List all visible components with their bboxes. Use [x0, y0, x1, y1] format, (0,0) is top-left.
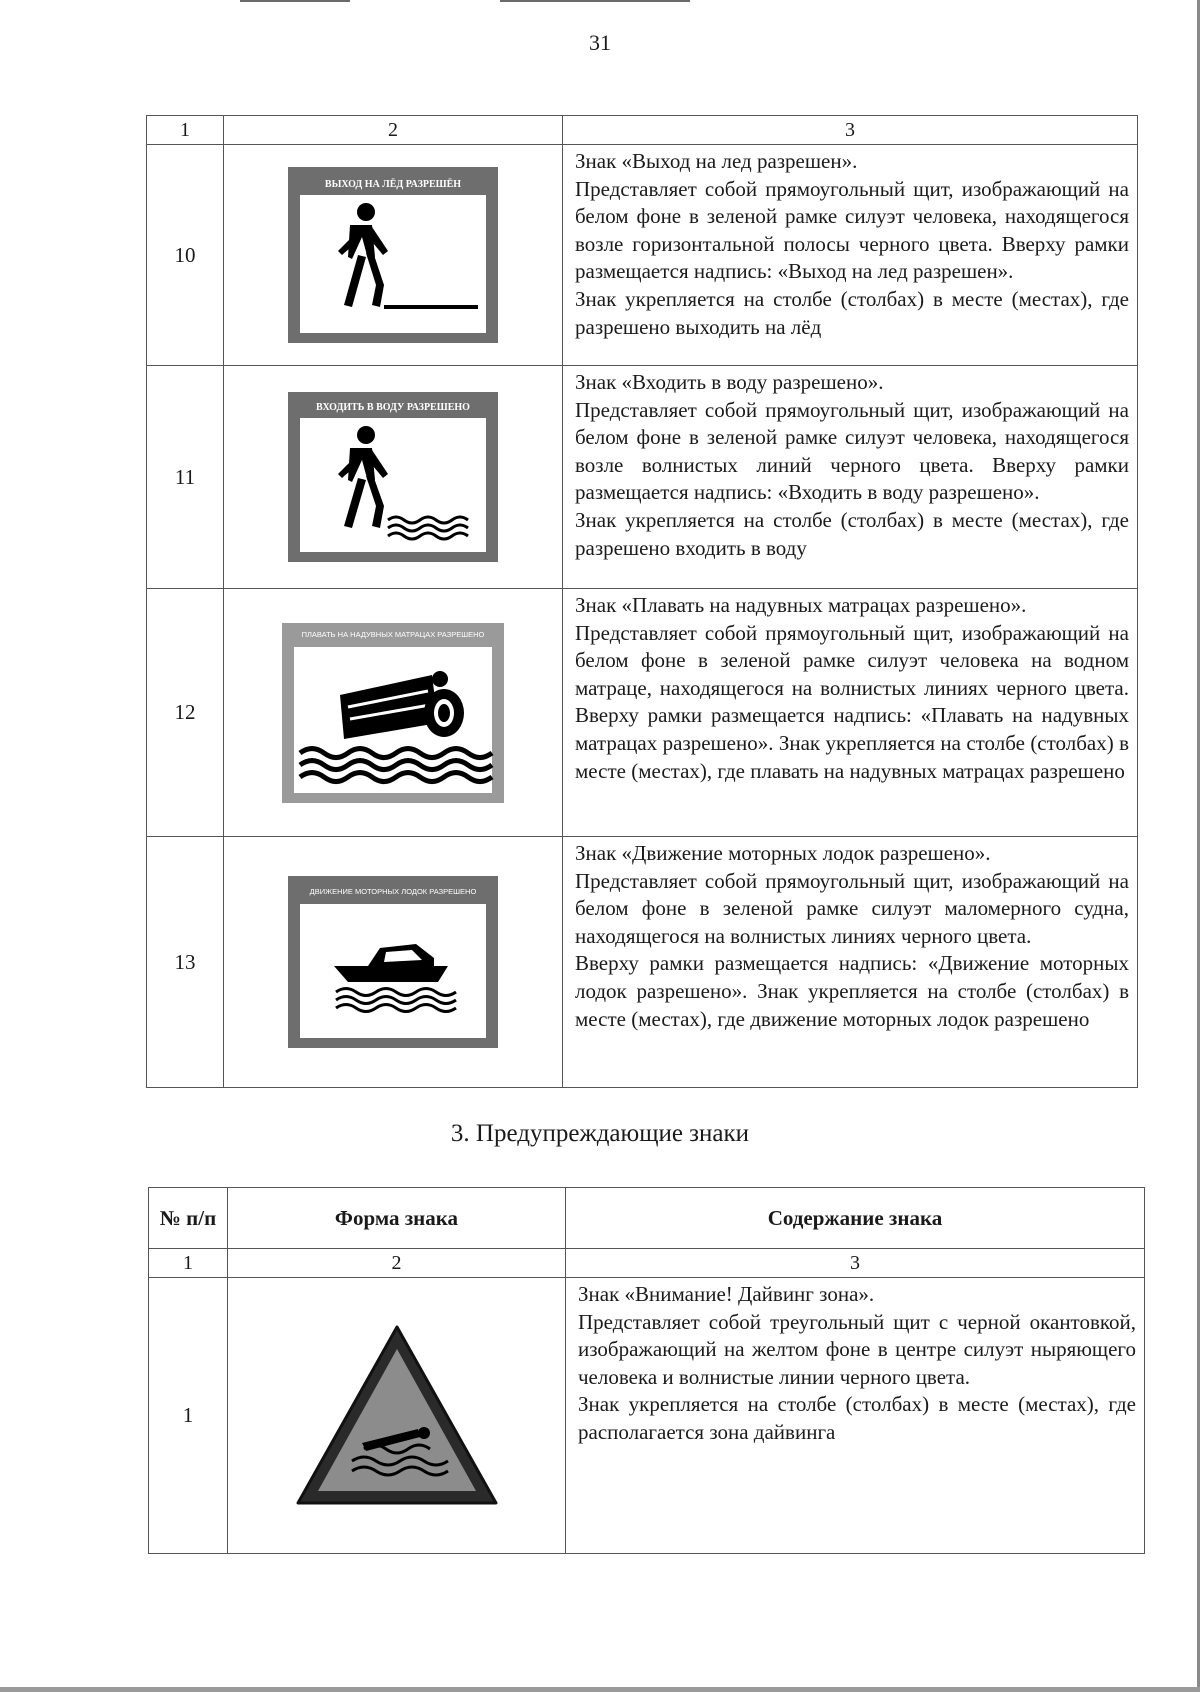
sign-placement: Знак укрепляется на столбе (столбах) в месте (местах), где разрешено выходить на лёд	[575, 286, 1129, 339]
motor-boat-sign-icon	[288, 876, 498, 1048]
sign-caption: ВХОДИТЬ В ВОДУ РАЗРЕШЕНО	[316, 402, 470, 413]
column-number: 2	[228, 1249, 566, 1278]
sign-description	[563, 145, 1138, 366]
column-number: 3	[566, 1249, 1145, 1278]
sign-title: Знак «Входить в воду разрешено».	[575, 370, 884, 394]
sign-title: Знак «Выход на лед разрешен».	[575, 149, 858, 173]
sign-description	[563, 837, 1138, 1088]
row-number: 12	[147, 589, 224, 837]
sign-body: Представляет собой прямоугольный щит, изображающий на белом фоне в зеленой рамке силуэт человека, находящегося возле горизонтальной полосы черного цвета. Вверху рамки размещается надпись: «Выход на лед разрешен».	[575, 176, 1129, 284]
warning-signs-table	[148, 1187, 1145, 1554]
section-title: 3. Предупреждающие знаки	[450, 1120, 750, 1147]
sign-cell	[224, 837, 563, 1088]
sign-placement: Знак укрепляется на столбе (столбах) в месте (местах), где разрешено входить в воду	[575, 507, 1129, 560]
column-number-row	[149, 1249, 1145, 1278]
column-header-number: № п/п	[149, 1188, 228, 1249]
water-entry-sign-icon	[288, 392, 498, 562]
column-header-form: Форма знака	[228, 1188, 566, 1249]
column-number: 1	[149, 1249, 228, 1278]
sign-cell	[224, 366, 563, 589]
table-row	[147, 837, 1138, 1088]
permitted-signs-table	[146, 115, 1138, 1088]
row-number: 11	[147, 366, 224, 589]
sign-description	[563, 366, 1138, 589]
row-number: 10	[147, 145, 224, 366]
table-row	[147, 145, 1138, 366]
sign-cell	[224, 145, 563, 366]
sign-title: Знак «Движение моторных лодок разрешено».	[575, 841, 991, 865]
sign-cell	[228, 1278, 566, 1554]
header-row	[149, 1188, 1145, 1249]
sign-caption: ВЫХОД НА ЛЁД РАЗРЕШЁН	[324, 179, 462, 190]
sign-description	[563, 589, 1138, 837]
row-number: 1	[149, 1278, 228, 1554]
sign-caption: ДВИЖЕНИЕ МОТОРНЫХ ЛОДОК РАЗРЕШЕНО	[309, 887, 477, 896]
sign-placement: Знак укрепляется на столбе (столбах) в месте (местах), где располагается зона дайвинга	[578, 1392, 1136, 1444]
column-header-content: Содержание знака	[566, 1188, 1145, 1249]
sign-caption: ПЛАВАТЬ НА НАДУВНЫХ МАТРАЦАХ РАЗРЕШЕНО	[301, 629, 485, 639]
table-row	[147, 589, 1138, 837]
sign-title: Знак «Плавать на надувных матрацах разрешено».	[575, 593, 1027, 617]
scan-edge-top-mark	[500, 0, 690, 2]
sign-cell	[224, 589, 563, 837]
diving-warning-sign-icon	[292, 1321, 502, 1511]
column-number-row	[147, 116, 1138, 145]
table-row	[149, 1278, 1145, 1554]
row-number: 13	[147, 837, 224, 1088]
page-number: 31	[589, 30, 611, 55]
sign-body: Представляет собой прямоугольный щит, изображающий на белом фоне в зеленой рамке силуэт человека, находящегося возле волнистых линий черного цвета. Вверху рамки размещается надпись: «Входить в воду разрешено».	[575, 397, 1129, 505]
sign-placement: Вверху рамки размещается надпись: «Движение моторных лодок разрешено». Знак укрепляется на столбе (столбах) в месте (местах), где движение моторных лодок разрешено	[575, 951, 1129, 1031]
sign-title: Знак «Внимание! Дайвинг зона».	[578, 1282, 875, 1306]
column-number: 3	[563, 116, 1138, 145]
sign-body: Представляет собой прямоугольный щит, изображающий на белом фоне в зеленой рамке силуэт человека на водном матраце, находящегося на волнистых линиях черного цвета. Вверху рамки размещается надпись: «Плавать на надувных матрацах разрешено». Знак укрепляется на столбе (столбах) в месте (местах), где плавать на надувных матрацах разрешено	[575, 620, 1129, 783]
sign-body: Представляет собой прямоугольный щит, изображающий на белом фоне в зеленой рамке силуэт маломерного судна, находящегося на волнистых линиях черного цвета.	[575, 868, 1129, 948]
scan-edge-bottom	[0, 1687, 1200, 1692]
ice-exit-sign-icon	[288, 167, 498, 343]
column-number: 2	[224, 116, 563, 145]
table-row	[147, 366, 1138, 589]
sign-description	[566, 1278, 1145, 1554]
column-number: 1	[147, 116, 224, 145]
sign-body: Представляет собой треугольный щит с черной окантовкой, изображающий на желтом фоне в центре силуэт ныряющего человека и волнистые линии черного цвета.	[578, 1309, 1136, 1389]
air-mattress-sign-icon	[282, 623, 504, 803]
scan-edge-top-mark	[240, 0, 350, 2]
